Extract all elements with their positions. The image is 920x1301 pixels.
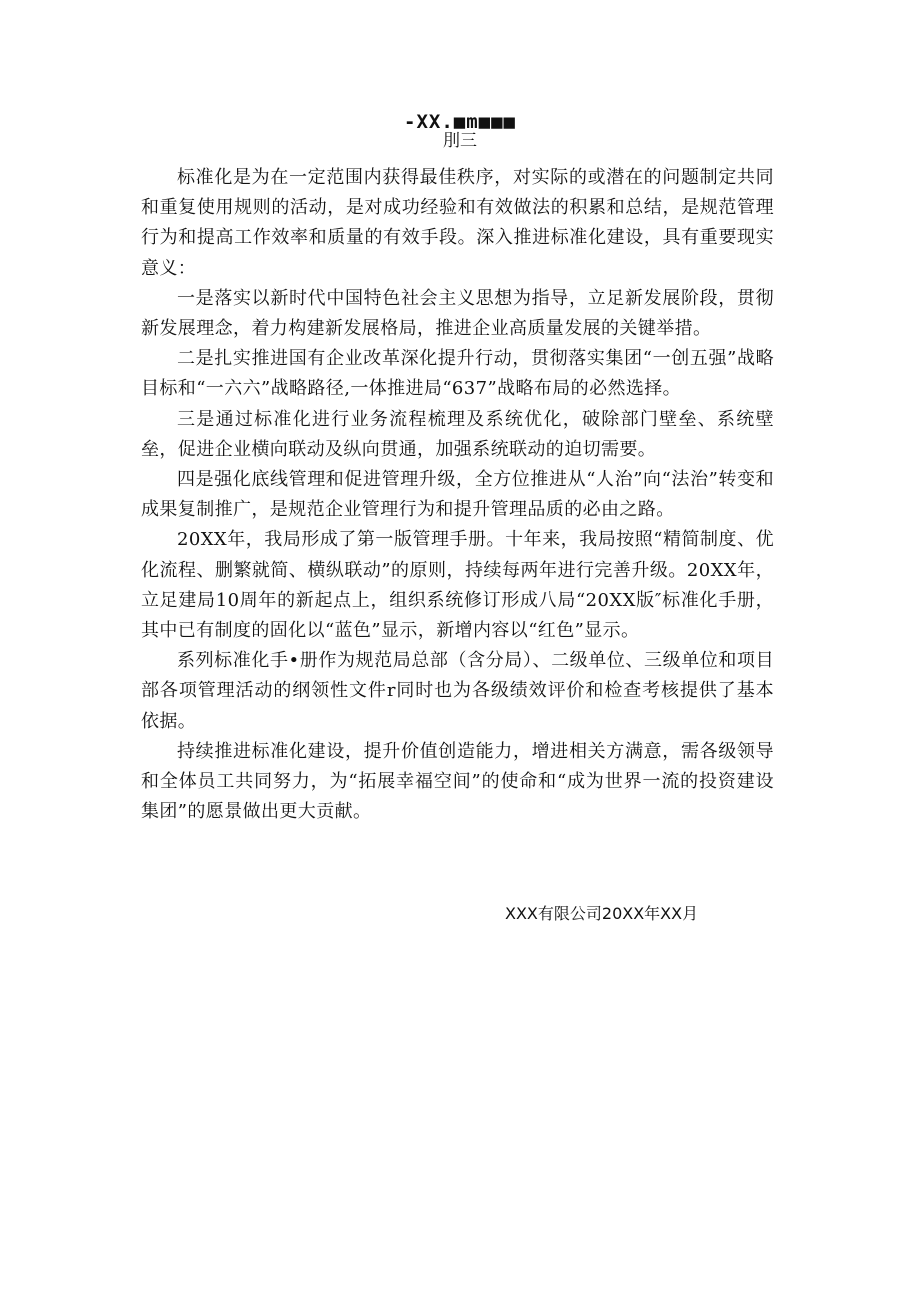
- paragraph-point-2: 二是扎实推进国有企业改革深化提升行动，贯彻落实集团“一创五强”战略目标和“一六六”战略路径,一体推进局“637”战略布局的必然选择。: [141, 348, 774, 400]
- paragraph-purpose: 系列标准化手•册作为规范局总部（含分局）、二级单位、三级单位和项目部各项管理活动的纲领性文件r同时也为各级绩效评价和检查考核提供了基本依据。: [141, 650, 774, 732]
- paragraph-history: 20XX年，我局形成了第一版管理手册。十年来，我局按照“精简制度、优化流程、删繁就简、横纵联动”的原则，持续每两年进行完善升级。20XX年，立足建局10周年的新起点上，组织系统修订形成八局“20XX版″标准化手册，其中已有制度的固化以“蓝色”显示，新增内容以“红色”显示。: [141, 529, 774, 642]
- document-heading: 刖三: [443, 131, 477, 151]
- document-code: -XX.■m■■■: [404, 111, 516, 133]
- preface-body: [141, 163, 774, 827]
- paragraph-intro: 标准化是为在一定范围内获得最佳秩序，对实际的或潜在的问题制定共同和重复使用规则的活动，是对成功经验和有效做法的积累和总结，是规范管理行为和提高工作效率和质量的有效手段。深入推进标准化建设，具有重要现实意义：: [141, 167, 774, 279]
- signature-line: XXX有限公司20XX年XX月: [505, 904, 699, 923]
- paragraph-point-3: 三是通过标准化进行业务流程梳理及系统优化，破除部门壁垒、系统壁垒，促进企业横向联动及纵向贯通，加强系统联动的迫切需要。: [141, 408, 774, 460]
- paragraph-closing: 持续推进标准化建设，提升价值创造能力，增进相关方满意，需各级领导和全体员工共同努力，为“拓展幸福空间”的使命和“成为世界一流的投资建设集团”的愿景做出更大贡献。: [141, 740, 774, 823]
- paragraph-point-1: 一是落实以新时代中国特色社会主义思想为指导，立足新发展阶段，贯彻新发展理念，着力构建新发展格局，推进企业高质量发展的关键举措。: [141, 287, 774, 340]
- paragraph-point-4: 四是强化底线管理和促进管理升级，全方位推进从“人治”向“法治”转变和成果复制推广，是规范企业管理行为和提升管理品质的必由之路。: [141, 469, 774, 521]
